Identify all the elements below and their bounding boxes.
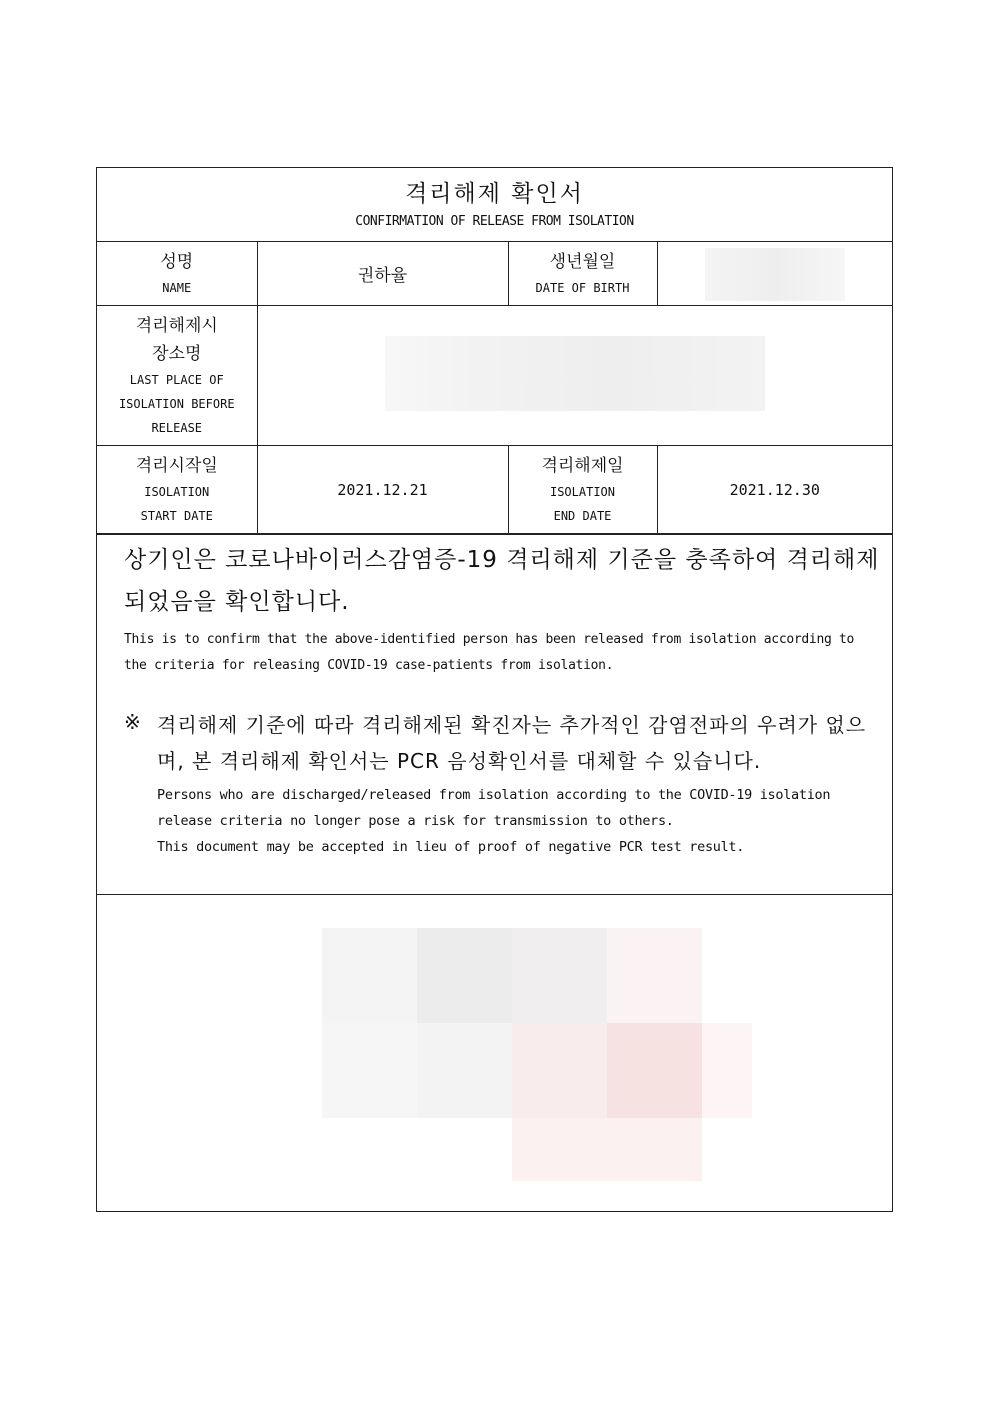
dob-label-cell: [508, 242, 657, 306]
start-label-cell: [97, 446, 257, 534]
end-value-cell: [657, 446, 892, 534]
end-label-cell: [508, 446, 657, 534]
document-title-korean: 격리해제 확인서: [405, 181, 584, 207]
document-title-block: [97, 168, 892, 242]
note-korean: 격리해제 기준에 따라 격리해제된 확진자는 추가적인 감염전파의 우려가 없으며, 본 격리해제 확인서는 PCR 음성확인서를 대체할 수 있습니다.: [157, 713, 867, 773]
place-label-cell: [97, 306, 257, 446]
redacted-official-seal: [322, 928, 747, 1181]
place-label-english-1: LAST PLACE OF: [129, 372, 224, 387]
name-value: 권하율: [357, 266, 408, 286]
certificate-document: [96, 167, 893, 1212]
place-label-korean-2: 장소명: [152, 343, 202, 364]
name-label-korean: 성명: [160, 251, 194, 272]
seal-mosaic-cell: [607, 928, 702, 1023]
start-date-value: 2021.12.21: [337, 481, 428, 499]
name-label-english: NAME: [162, 280, 192, 295]
start-label-english-1: ISOLATION: [144, 484, 210, 499]
place-label-english-3: RELEASE: [151, 420, 203, 435]
note-english-line: release criteria no longer pose a risk for transmission to others.: [157, 813, 674, 829]
start-label-korean: 격리시작일: [135, 455, 218, 476]
table-row: [97, 242, 892, 306]
seal-mosaic-cell: [322, 928, 417, 1023]
seal-mosaic-cell: [512, 1023, 607, 1118]
statement-english: This is to confirm that the above-identified person has been released from isolation according to the criteria for releasing COVID-19 case-patients from isolation.: [124, 632, 855, 673]
seal-mosaic-cell: [512, 1118, 607, 1181]
name-value-cell: [257, 242, 508, 306]
table-row: [97, 306, 892, 446]
end-label-korean: 격리해제일: [541, 455, 624, 476]
dob-value-cell: [657, 242, 892, 306]
document-title-english: CONFIRMATION OF RELEASE FROM ISOLATION: [355, 214, 634, 229]
redacted-dob: [705, 248, 845, 301]
official-seal-area: [97, 894, 892, 1212]
end-label-english-1: ISOLATION: [549, 484, 616, 499]
end-date-value: 2021.12.30: [729, 481, 820, 499]
note-english-line: This document may be accepted in lieu of proof of negative PCR test result.: [157, 839, 745, 855]
seal-mosaic-cell: [512, 928, 607, 1023]
table-row: [97, 446, 892, 534]
place-label-korean-1: 격리해제시: [135, 315, 218, 336]
end-label-english-2: END DATE: [553, 508, 612, 523]
dob-label-english: DATE OF BIRTH: [535, 280, 630, 295]
seal-mosaic-cell: [607, 1118, 702, 1181]
place-value-cell: [257, 306, 892, 446]
seal-mosaic-cell: [607, 1023, 702, 1118]
note-english: [157, 782, 887, 860]
seal-mosaic-cell: [417, 1023, 512, 1118]
dob-label-korean: 생년월일: [549, 251, 616, 272]
start-label-english-2: START DATE: [140, 508, 213, 523]
statement-korean: 상기인은 코로나바이러스감염증-19 격리해제 기준을 충족하여 격리해제 되었음을 확인합니다.: [124, 547, 880, 615]
place-label-english-2: ISOLATION BEFORE: [118, 396, 235, 411]
redacted-place: [385, 336, 765, 411]
note-reference-mark: ※: [124, 710, 141, 734]
start-value-cell: [257, 446, 508, 534]
info-table: [97, 242, 892, 534]
name-label-cell: [97, 242, 257, 306]
confirmation-statement: [97, 534, 892, 898]
seal-mosaic-cell: [702, 1023, 752, 1118]
seal-mosaic-cell: [417, 928, 512, 1023]
seal-mosaic-cell: [322, 1023, 417, 1118]
note-english-line: Persons who are discharged/released from isolation according to the COVID-19 isolation: [157, 787, 831, 803]
